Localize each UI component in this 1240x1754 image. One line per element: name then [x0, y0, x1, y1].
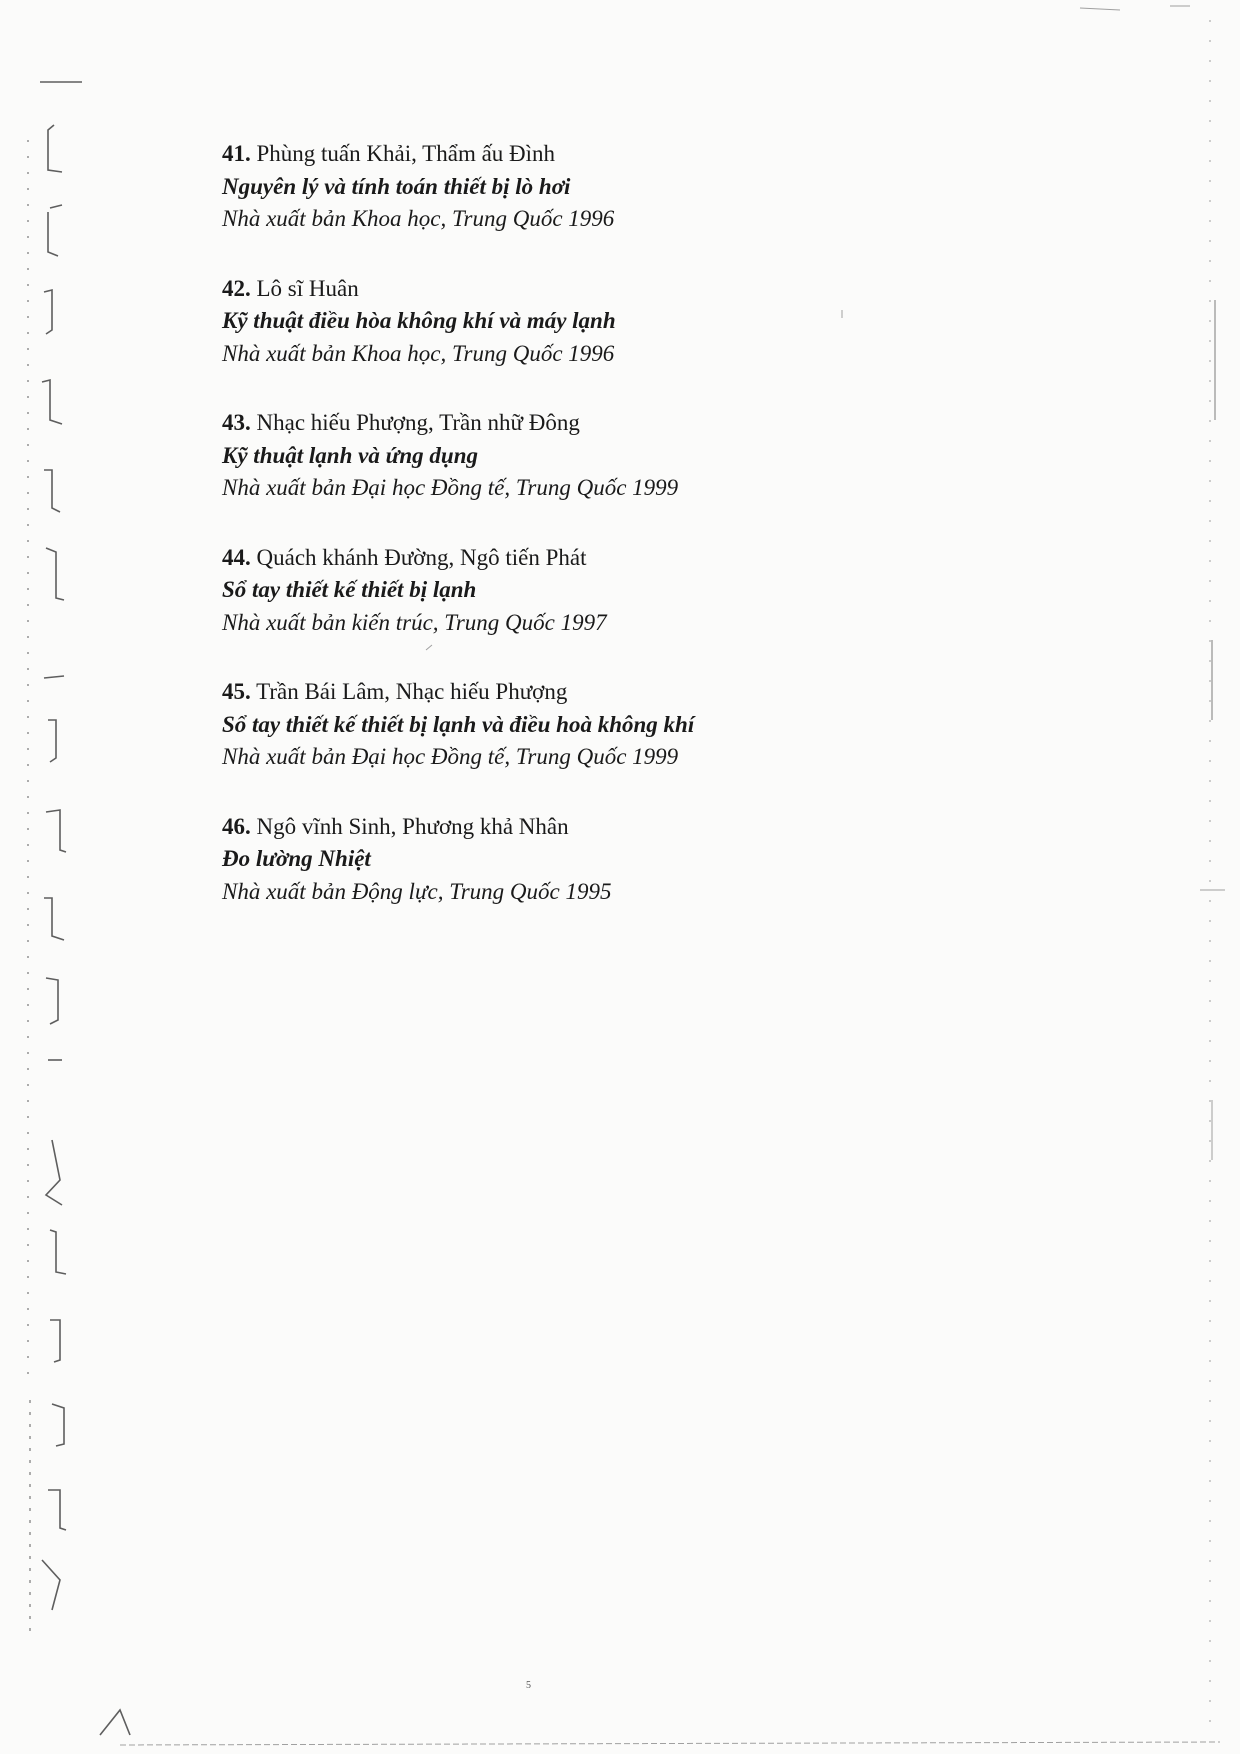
reference-title: Sổ tay thiết kế thiết bị lạnh và điều hoà không khí	[222, 711, 695, 737]
reference-authors: Phùng tuấn Khải, Thẩm ấu Đình	[256, 141, 556, 166]
reference-authors-line	[222, 138, 922, 171]
reference-authors: Trần Bái Lâm, Nhạc hiếu Phượng	[256, 679, 568, 704]
reference-authors-line	[222, 542, 922, 575]
page-number: 5	[526, 1680, 531, 1691]
reference-entry	[222, 542, 922, 640]
reference-number: 44.	[222, 544, 251, 570]
reference-entry	[222, 138, 922, 236]
reference-authors-line	[222, 676, 922, 709]
reference-title: Nguyên lý và tính toán thiết bị lò hơi	[222, 173, 571, 199]
reference-title: Đo lường Nhiệt	[222, 846, 371, 871]
reference-publisher: Nhà xuất bản Đại học Đồng tế, Trung Quốc 1999	[222, 475, 679, 500]
reference-authors: Ngô vĩnh Sinh, Phương khả Nhân	[256, 813, 569, 839]
reference-number: 46.	[222, 813, 251, 839]
reference-number: 42.	[222, 275, 251, 301]
reference-entry	[222, 407, 922, 505]
reference-entry	[222, 676, 922, 774]
reference-title: Kỹ thuật điều hòa không khí và máy lạnh	[222, 308, 616, 333]
reference-title: Kỹ thuật lạnh và ứng dụng	[222, 442, 478, 468]
reference-publisher: Nhà xuất bản Khoa học, Trung Quốc 1996	[222, 340, 615, 366]
reference-publisher: Nhà xuất bản kiến trúc, Trung Quốc 1997	[222, 609, 607, 635]
reference-title: Sổ tay thiết kế thiết bị lạnh	[222, 577, 477, 602]
reference-authors-line	[222, 811, 922, 844]
reference-publisher: Nhà xuất bản Khoa học, Trung Quốc 1996	[222, 206, 615, 231]
reference-authors: Quách khánh Đường, Ngô tiến Phát	[256, 544, 587, 570]
reference-authors: Lô sĩ Huân	[256, 275, 359, 301]
reference-entry	[222, 273, 922, 371]
reference-entry	[222, 811, 922, 909]
reference-publisher: Nhà xuất bản Đại học Đồng tế, Trung Quốc 1999	[222, 744, 679, 769]
reference-number: 43.	[222, 410, 251, 435]
reference-authors-line	[222, 407, 922, 440]
reference-authors: Nhạc hiếu Phượng, Trần nhữ Đông	[256, 410, 580, 435]
reference-authors-line	[222, 273, 922, 306]
reference-list	[222, 138, 922, 945]
reference-number: 45.	[222, 679, 251, 704]
reference-number: 41.	[222, 141, 251, 166]
reference-publisher: Nhà xuất bản Động lực, Trung Quốc 1995	[222, 878, 612, 904]
